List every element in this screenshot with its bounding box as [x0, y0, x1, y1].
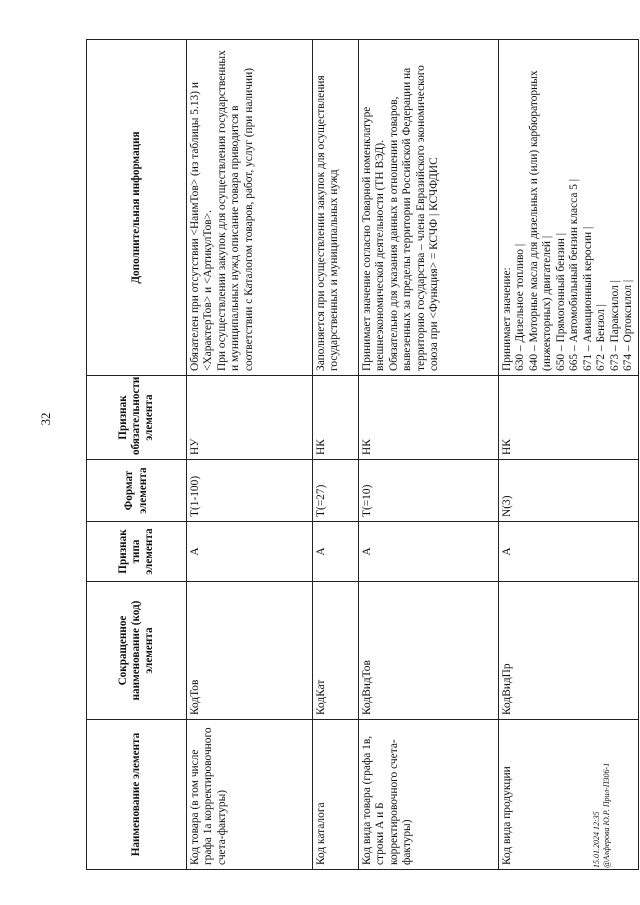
table-row: [187, 40, 313, 870]
cell-element-code: КодВидПр: [499, 582, 639, 720]
info-line: 671 – Авиационный керосин |: [581, 226, 594, 371]
cell-additional-info: [359, 40, 499, 376]
info-line: Заполняется при осуществлении закупок для осуществления государственных и муниципальных нужд: [315, 75, 341, 371]
cell-element-type: А: [499, 522, 639, 582]
page-number: 32: [38, 412, 53, 426]
cell-element-name: Код вида продукции: [499, 720, 639, 870]
info-line: При осуществлении закупок для осуществления государственных и муниципальных нужд описание товара приводится в соответствии с Каталогом товаров, работ, услуг (при наличии): [215, 50, 255, 371]
cell-element-type: А: [359, 522, 499, 582]
cell-element-required: НК: [499, 376, 639, 460]
table-row: [499, 40, 639, 870]
cell-element-type: А: [187, 522, 313, 582]
cell-element-format: T(=10): [359, 460, 499, 522]
cell-element-required: НК: [359, 376, 499, 460]
cell-additional-info: [499, 40, 639, 376]
cell-element-type: А: [313, 522, 359, 582]
cell-element-name: Код вида товара (графа 1в, строки А и Б корректировочного счета-фактуры): [359, 720, 499, 870]
info-line: Обязателен при отсутствии <НаимТов> (из таблицы 5.13) и <ХарактерТов> и <АртикулТов>.: [189, 82, 215, 371]
table-row: [313, 40, 359, 870]
requirements-table: [86, 39, 639, 870]
cell-element-format: T(1-100): [187, 460, 313, 522]
cell-element-required: НК: [313, 376, 359, 460]
info-line: 672 – Бензол |: [595, 304, 608, 371]
info-line: Принимает значение:: [501, 267, 513, 371]
info-line: Обязательно для указания данных в отношении товаров, вывезенных за пределы территории Российской Федерации на территорию государства – члена Евразийского экономического союза при <Функция> = КСЧФ | КСЧФДИС: [387, 65, 441, 371]
cell-element-format: T(=27): [313, 460, 359, 522]
header-row: [87, 40, 187, 870]
info-line: 665 – Автомобильный бензин класса 5 |: [568, 178, 581, 371]
cell-element-name: Код каталога: [313, 720, 359, 870]
footer-note-author: @Алферова Ю.Р. Прил-П306-1: [602, 762, 611, 868]
info-line: 674 – Ортоксилол |: [622, 279, 635, 371]
cell-element-name: Код товара (в том числе графа 1а корректировочного счета-фактуры): [187, 720, 313, 870]
footer-note: [592, 688, 616, 868]
header-element-format: Формат элемента: [87, 460, 187, 522]
info-line: Принимает значение согласно Товарной номенклатуре внешнеэкономической деятельности (ТН ВЭД).: [361, 106, 387, 371]
cell-element-code: КодВидТов: [359, 582, 499, 720]
info-line: 650 – Прямогонный бензин |: [554, 232, 567, 371]
cell-additional-info: [313, 40, 359, 376]
header-element-name: Наименование элемента: [87, 720, 187, 870]
info-line: 673 – Параксилол |: [608, 280, 621, 371]
cell-additional-info: [187, 40, 313, 376]
info-line: 640 – Моторные масла для дизельных и (или) карбюраторных (инжекторных) двигателей |: [527, 70, 554, 371]
header-element-required: Признак обязательности элемента: [87, 376, 187, 460]
requirements-table-wrapper: [86, 40, 635, 870]
cell-element-format: N(3): [499, 460, 639, 522]
footer-note-date: 15.01.2024 12:35: [592, 811, 601, 868]
header-element-type: Признак типа элемента: [87, 522, 187, 582]
table-row: [359, 40, 499, 870]
cell-element-code: КодТов: [187, 582, 313, 720]
header-element-code: Сокращенное наименование (код) элемента: [87, 582, 187, 720]
cell-element-code: КодКат: [313, 582, 359, 720]
info-line: 630 – Дизельное топливо |: [514, 243, 527, 371]
cell-element-required: НУ: [187, 376, 313, 460]
header-additional-info: Дополнительная информация: [87, 40, 187, 376]
